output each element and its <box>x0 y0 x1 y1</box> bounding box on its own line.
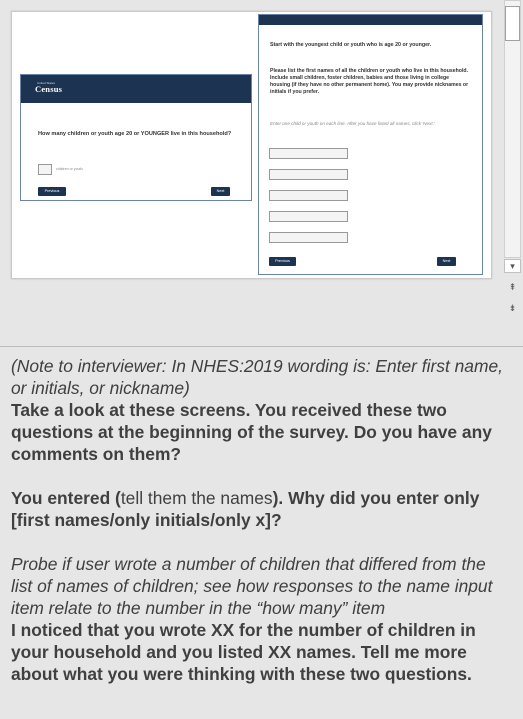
pane-divider[interactable] <box>0 346 523 347</box>
speaker-notes[interactable] <box>11 355 511 685</box>
notes-q2-part-b: ). Why did you enter only [first names/only initials/only x]? <box>11 488 480 530</box>
notes-question-1: Take a look at these screens. You received these two questions at the beginning of the survey. Do you have any comments on them? <box>11 400 492 464</box>
notes-q2-instruction: tell them the names <box>120 488 273 508</box>
survey-screen-names <box>258 14 483 275</box>
name-input-4 <box>269 211 348 222</box>
next-slide-icon[interactable]: ⇟ <box>508 303 517 313</box>
children-count-input <box>38 164 52 175</box>
name-input-5 <box>269 232 348 243</box>
census-logo: Census <box>35 84 63 94</box>
children-count-label: children or youth <box>56 167 83 171</box>
vertical-scrollbar[interactable] <box>502 0 523 346</box>
names-heading: Start with the youngest child or youth who is age 20 or younger. <box>270 42 432 48</box>
previous-button: Previous <box>38 187 66 196</box>
next-button: Next <box>211 187 230 196</box>
next-button: Next <box>437 257 456 266</box>
logo-small-text: United States <box>37 81 56 85</box>
notes-question-3: I noticed that you wrote XX for the number of children in your household and you listed XX names. Tell me more about what you were thinking with these two questions. <box>11 620 476 684</box>
scroll-thumb[interactable] <box>505 6 520 41</box>
previous-button: Previous <box>269 257 296 266</box>
survey-screen-how-many <box>20 74 252 201</box>
previous-slide-icon[interactable]: ⇞ <box>508 282 517 292</box>
how-many-question: How many children or youth age 20 or YOUNGER live in this household? <box>38 131 232 137</box>
name-input-2 <box>269 169 348 180</box>
names-hint: Enter one child or youth on each line. After you have listed all names, click 'Next.' <box>270 121 435 126</box>
name-input-1 <box>269 148 348 159</box>
slide-canvas[interactable] <box>11 11 492 279</box>
notes-spacer <box>11 465 511 487</box>
notes-spacer <box>11 531 511 553</box>
notes-q2-part-a: You entered ( <box>11 488 121 508</box>
scroll-down-arrow-icon[interactable]: ▾ <box>504 259 521 273</box>
names-instructions: Please list the first names of all the children or youth who live in this household. Include small children, foster children, babies and those living in college housing (if they have no other permanent home). You may provide nicknames or initials if you prefer. <box>270 68 469 95</box>
notes-question-2 <box>11 487 511 531</box>
census-banner-thin <box>259 15 482 25</box>
probe-note: Probe if user wrote a number of children that differed from the list of names of children; see how responses to the name input item relate to the number in the “how many” item <box>11 554 493 618</box>
slide-pane[interactable] <box>0 0 501 346</box>
census-banner <box>21 75 251 103</box>
name-input-3 <box>269 190 348 201</box>
interviewer-note: (Note to interviewer: In NHES:2019 wording is: Enter first name, or initials, or nickname) <box>11 356 503 398</box>
